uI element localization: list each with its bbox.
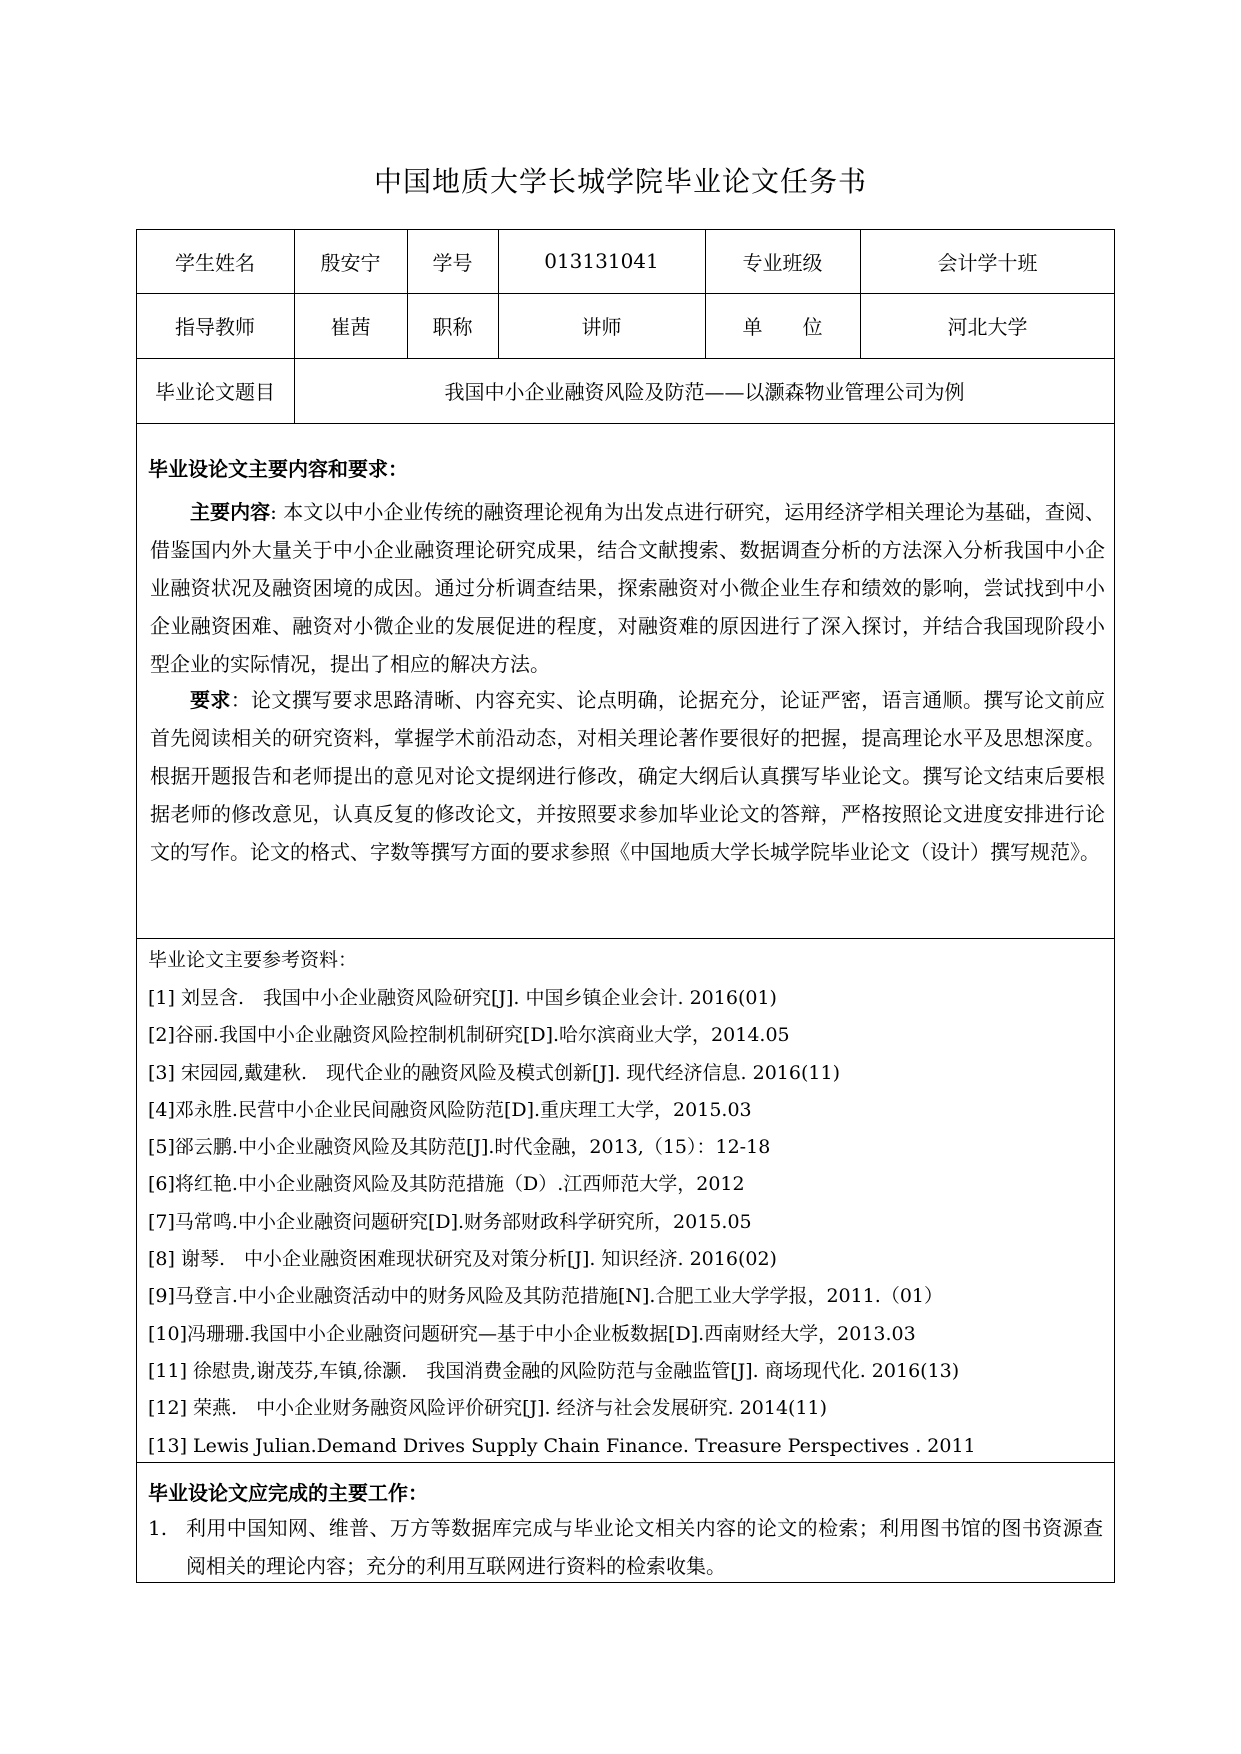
requirements-paragraph [150, 681, 1105, 871]
references-list [148, 980, 1108, 1465]
work-item [148, 1509, 1103, 1585]
reference-item: [6]将红艳.中小企业融资风险及其防范措施（D）.江西师范大学，2012 [148, 1173, 745, 1196]
unit-label: 单 位 [742, 315, 823, 339]
main-content-text: : 本文以中小企业传统的融资理论视角为出发点进行研究，运用经济学相关理论为基础，查阅、借鉴国内外大量关于中小企业融资理论研究成果，结合文献搜索、数据调查分析的方法深入分析我国中小企业融资状况及融资困境的成因。通过分析调查结果，探索融资对小微企业生存和绩效的影响，尝试找到中小企业融资困难、融资对小微企业的发展促进的程度，对融资难的原因进行了深入探讨，并结合我国现阶段小型企业的实际情况，提出了相应的解决方法。 [150, 500, 1105, 676]
reference-item: [8] 谢琴. 中小企业融资困难现状研究及对策分析[J]. 知识经济. 2016(02) [148, 1248, 777, 1271]
student-name-value: 殷安宁 [320, 250, 381, 275]
reference-item: [9]马登言.中小企业融资活动中的财务风险及其防范措施[N].合肥工业大学学报，2011.（01） [148, 1285, 944, 1308]
table-rule [136, 423, 1115, 424]
reference-item: [10]冯珊珊.我国中小企业融资问题研究—基于中小企业板数据[D].西南财经大学，2013.03 [148, 1322, 916, 1345]
requirements-text: ：论文撰写要求思路清晰、内容充实、论点明确，论据充分，论证严密，语言通顺。撰写论文前应首先阅读相关的研究资料，掌握学术前沿动态，对相关理论著作要很好的把握，提高理论水平及思想深度。根据开题报告和老师提出的意见对论文提纲进行修改，确定大纲后认真撰写毕业论文。撰写论文结束后要根据老师的修改意见，认真反复的修改论文，并按照要求参加毕业论文的答辩，严格按照论文进度安排进行论文的写作。论文的格式、字数等撰写方面的要求参照《中国地质大学长城学院毕业论文（设计）撰写规范》。 [150, 688, 1106, 864]
reference-item: [3] 宋园园,戴建秋. 现代企业的融资风险及模式创新[J]. 现代经济信息. 2016(11) [148, 1061, 840, 1084]
reference-item: [13] Lewis Julian.Demand Drives Supply Chain Finance. Treasure Perspectives . 2011 [148, 1434, 976, 1457]
reference-item: [12] 荣燕. 中小企业财务融资风险评价研究[J]. 经济与社会发展研究. 2014(11) [148, 1397, 828, 1420]
work-item-text: 利用中国知网、维普、万方等数据库完成与毕业论文相关内容的论文的检索；利用图书馆的图书资源查阅相关的理论内容；充分的利用互联网进行资料的检索收集。 [186, 1516, 1103, 1578]
reference-item: [11] 徐慰贵,谢茂芬,车镇,徐灏. 我国消费金融的风险防范与金融监管[J]. 商场现代化. 2016(13) [148, 1359, 960, 1382]
unit-value: 河北大学 [947, 315, 1028, 339]
major-class-label: 专业班级 [742, 250, 823, 275]
work-item-number: 1. [148, 1516, 168, 1540]
advisor-value: 崔茜 [330, 315, 371, 339]
major-class-value: 会计学十班 [937, 250, 1038, 275]
reference-item: [4]邓永胜.民营中小企业民间融资风险防范[D].重庆理工大学，2015.03 [148, 1098, 752, 1121]
student-id-value: 013131041 [544, 249, 659, 273]
content-heading: 毕业设论文主要内容和要求： [148, 457, 408, 481]
reference-item: [1] 刘昱含. 我国中小企业融资风险研究[J]. 中国乡镇企业会计. 2016(01) [148, 987, 777, 1009]
rank-label: 职称 [432, 315, 473, 339]
references-heading: 毕业论文主要参考资料： [148, 949, 358, 971]
work-heading: 毕业设论文应完成的主要工作： [148, 1481, 428, 1505]
rank-value: 讲师 [581, 315, 622, 339]
student-name-label: 学生姓名 [175, 250, 255, 275]
main-content-label: 主要内容 [190, 500, 271, 524]
document-title: 中国地质大学长城学院毕业论文任务书 [373, 165, 867, 198]
table-rule [136, 938, 1115, 939]
reference-item: [5]郤云鹏.中小企业融资风险及其防范[J].时代金融，2013,（15）：12-18 [148, 1136, 771, 1159]
reference-item: [2]谷丽.我国中小企业融资风险控制机制研究[D].哈尔滨商业大学，2014.05 [148, 1024, 790, 1047]
topic-value: 我国中小企业融资风险及防范——以灏森物业管理公司为例 [444, 380, 965, 404]
topic-label: 毕业论文题目 [155, 380, 275, 404]
advisor-label: 指导教师 [175, 315, 255, 339]
main-content-paragraph [150, 493, 1105, 683]
student-id-label: 学号 [432, 250, 473, 275]
reference-item: [7]马常鸣.中小企业融资问题研究[D].财务部财政科学研究所，2015.05 [148, 1210, 752, 1233]
requirements-label: 要求 [190, 688, 231, 712]
